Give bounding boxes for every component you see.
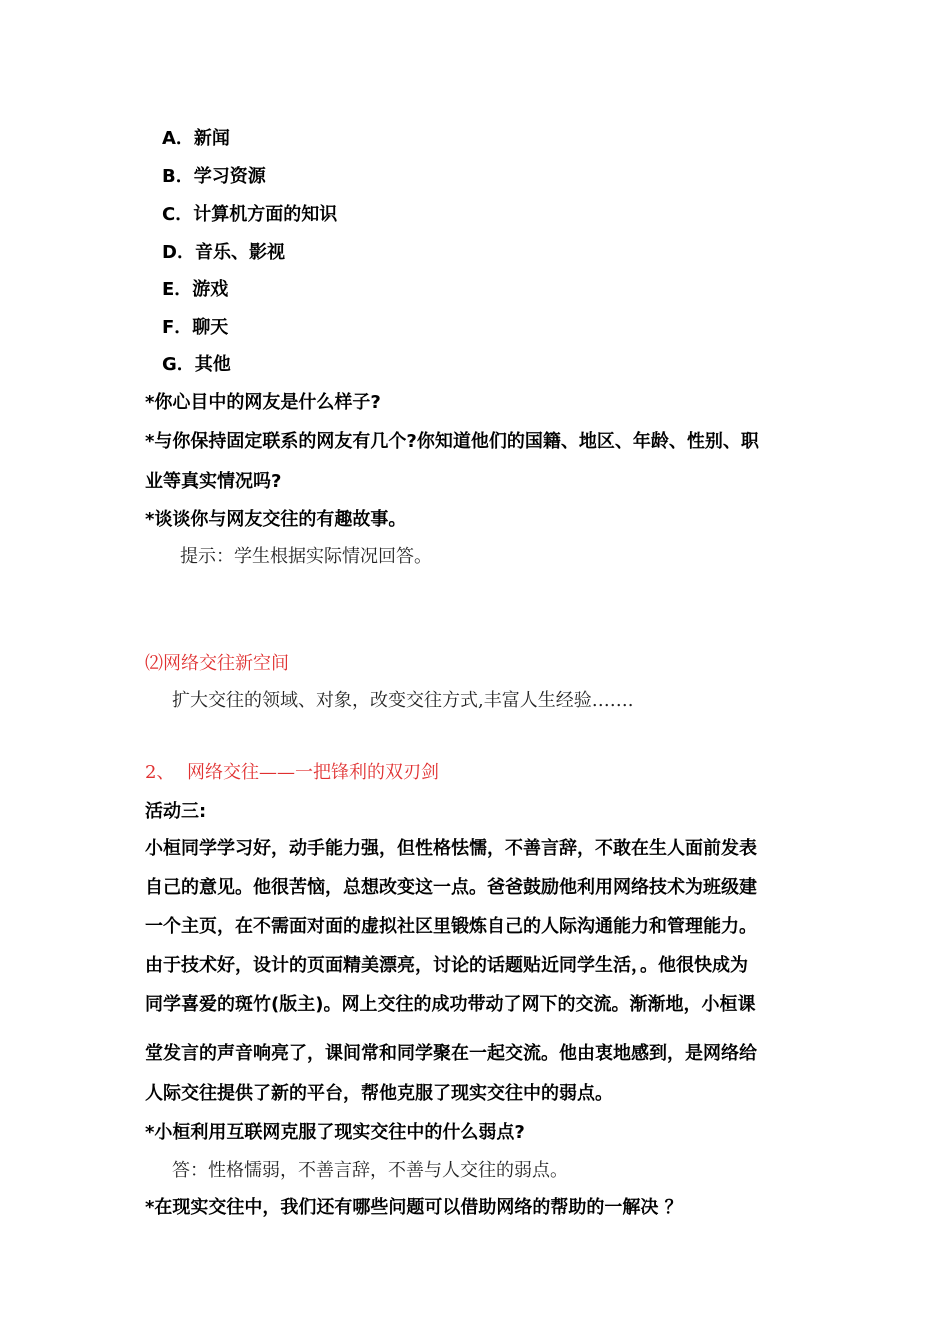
section-title-network-space: ⑵网络交往新空间	[145, 653, 289, 674]
story-line: 一个主页，在不需面对面的虚拟社区里锻炼自己的人际沟通能力和管理能力。	[145, 916, 757, 937]
activity-title: 活动三:	[145, 801, 207, 822]
story-line: 人际交往提供了新的平台，帮他克服了现实交往中的弱点。	[145, 1083, 613, 1104]
option-f: F．聊天	[162, 317, 229, 338]
story-line: 堂发言的声音响亮了，课间常和同学聚在一起交流。他由衷地感到，是网络给	[145, 1043, 757, 1064]
option-g: G．其他	[162, 354, 231, 375]
heading-2-title: 网络交往——一把锋利的双刃剑	[187, 762, 439, 783]
heading-2-number: 2、	[145, 762, 175, 783]
option-c: C．计算机方面的知识	[162, 204, 338, 225]
option-d: D．音乐、影视	[162, 242, 285, 263]
question-3: *谈谈你与网友交往的有趣故事。	[145, 509, 407, 530]
story-line: 小桓同学学习好，动手能力强，但性格怯懦，不善言辞，不敢在生人面前发表	[145, 838, 757, 859]
question-2-line-1: *与你保持固定联系的网友有几个?你知道他们的国籍、地区、年龄、性别、职	[145, 431, 759, 452]
option-b: B．学习资源	[162, 166, 266, 187]
story-line: 由于技术好，设计的页面精美漂亮，讨论的话题贴近同学生活，。他很快成为	[145, 955, 748, 976]
question-1: *你心目中的网友是什么样子?	[145, 392, 381, 413]
question-4: *小桓利用互联网克服了现实交往中的什么弱点?	[145, 1122, 525, 1143]
hint-text: 提示：学生根据实际情况回答。	[180, 546, 432, 567]
question-5: *在现实交往中，我们还有哪些问题可以借助网络的帮助的一解决 ？	[145, 1197, 683, 1218]
story-line: 自己的意见。他很苦恼，总想改变这一点。爸爸鼓励他利用网络技术为班级建	[145, 877, 757, 898]
story-line: 同学喜爱的斑竹(版主)。网上交往的成功带动了网下的交流。渐渐地，小桓课	[145, 994, 756, 1015]
option-e: E．游戏	[162, 279, 229, 300]
question-2-line-2: 业等真实情况吗?	[145, 471, 282, 492]
answer-text: 答：性格懦弱，不善言辞，不善与人交往的弱点。	[172, 1160, 568, 1181]
option-a: A．新闻	[162, 128, 230, 149]
section-text-network-space: 扩大交往的领域、对象，改变交往方式,丰富人生经验…….	[172, 690, 634, 711]
